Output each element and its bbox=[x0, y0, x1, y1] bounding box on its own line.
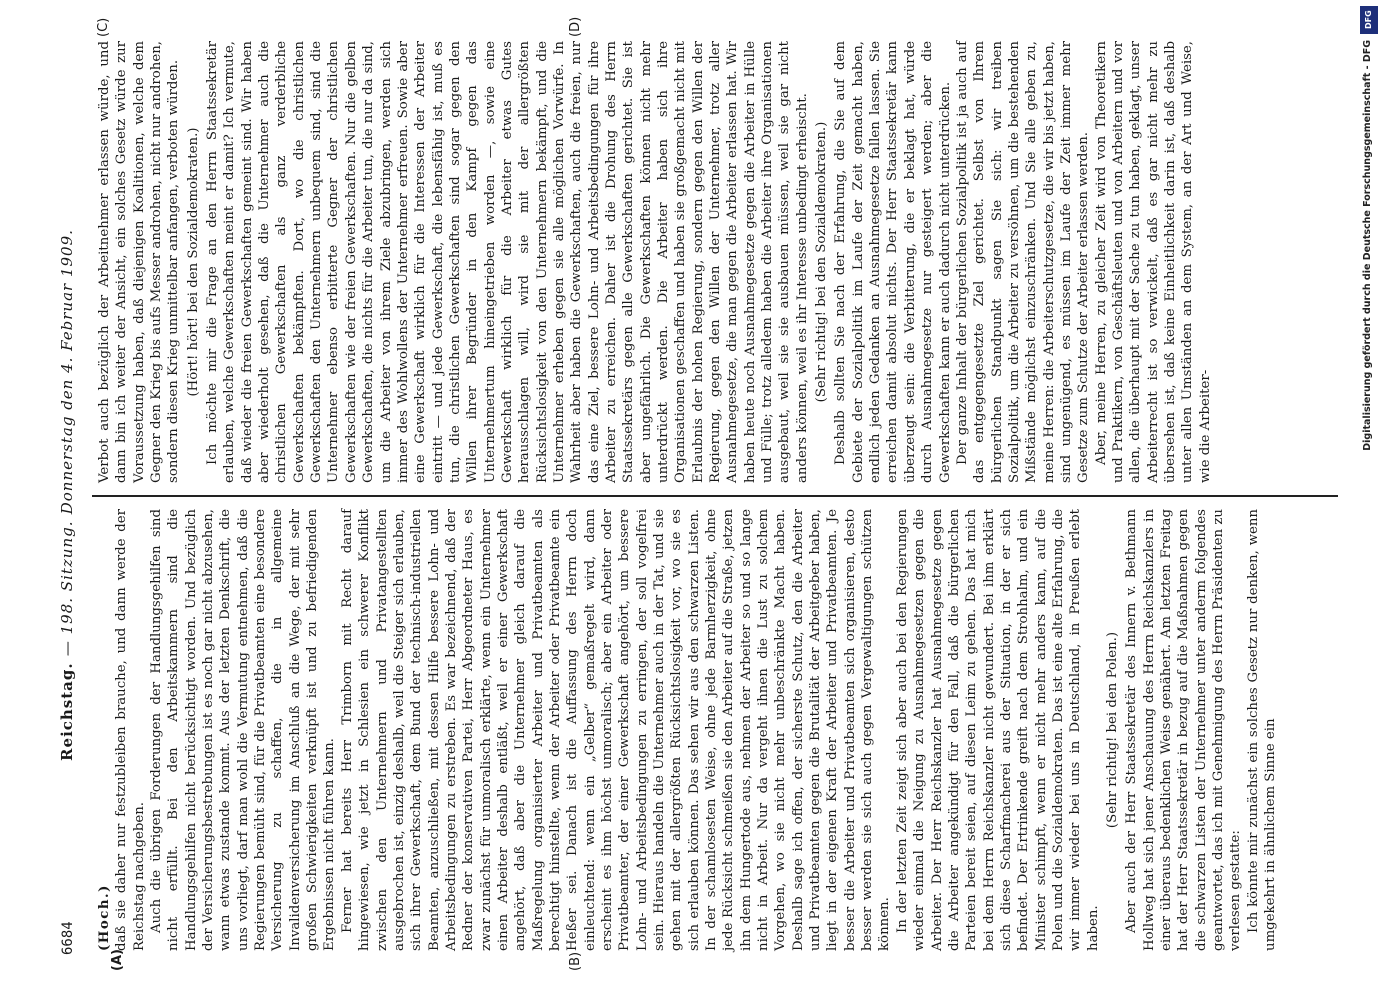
paragraph: Der ganze Inhalt der bürgerlichen Sozialpolitik ist ja auch auf das entgegengesetzte Ziel gerichtet. Selbst von Ihrem bürgerlichen Standpunkt sagen Sie sich: wir treiben Sozialpolitik, um die Arbeiter zu versöhnen, um die bestehenden Mißstände möglichst einzuschränken. Und Sie alle geben zu, meine Herren: die Arbeiterschutzgesetze, die wir bis jetzt haben, sind ungenügend, es müssen im Laufe der Zeit immer mehr Gesetze zum Schutze der Arbeiter erlassen werden. bbox=[954, 41, 1092, 483]
interjection: (Sehr richtig! bei den Polen.) bbox=[1104, 631, 1120, 829]
paragraph: daß sie daher nur festzubleiben brauche, und dann werde der Reichstag nachgeben. bbox=[114, 509, 147, 951]
page-number: 6684 bbox=[60, 921, 76, 955]
paragraph: Aber auch der Herr Staatssekretär des Innern v. Bethmann Hollweg hat sich jener Anschauung des Herrn Reichskanzlers in einer überaus bedenklichen Weise genähert. Am letzten Freitag hat der Herr Staatssekretär in bezug auf die Maßnahmen gegen die schwarzen Listen der Unternehmer unter anderm folgendes geantwortet, das ich mit Genehmigung des Herrn Präsidenten zu verlesen gestatte: bbox=[1124, 509, 1244, 951]
left-column bbox=[96, 509, 1338, 951]
margin-marker-d: (D) bbox=[568, 16, 583, 37]
quotation: Ich könnte mir zunächst ein solches Gesetz nur denken, wenn umgekehrt in ähnlichem Sinne ein bbox=[1245, 509, 1279, 951]
digitization-credit bbox=[1359, 6, 1379, 994]
paragraph: Aber, meine Herren, zu gleicher Zeit wird von Theoretikern und Praktikern, von Geschäftsleuten und von Arbeitern und vor allen, die überhaupt mit der Sache zu tun haben, geklagt, unser Arbeiterrecht ist so verwickelt, daß es gar nicht mehr zu übersehen ist, daß keine Einheitlichkeit darin ist, daß deshalb unter allen Umständen an dem System, an der Art und Weise, wie die Arbeiter- bbox=[1093, 41, 1213, 483]
margin-marker-b: (B) bbox=[568, 951, 583, 971]
header-date: Donnerstag den 4. Februar 1909. bbox=[58, 229, 76, 515]
dfg-logo: DFG bbox=[1360, 6, 1378, 34]
quotation-continued: Verbot auch bezüglich der Arbeitnehmer erlassen würde, und dann bin ich weiter der Ansicht, ein solches Gesetz würde zur Voraussetzung haben, daß diejenigen Koalitionen, welche dem Gegner den Krieg bis aufs Messer androhen, nicht nur androhen, sondern diesen Krieg unmittelbar anfangen, verboten würden. bbox=[97, 41, 182, 483]
header-title: Reichstag. bbox=[58, 662, 76, 761]
rotated-page bbox=[48, 15, 1348, 975]
column-divider bbox=[92, 495, 1338, 497]
interjection: (Hört! hört! bei den Sozialdemokraten.) bbox=[185, 127, 201, 397]
paragraph: In der letzten Zeit zeigt sich aber auch bei den Regierungen wieder einmal die Neigung zu Ausnahmegesetzen gegen die Arbeiter. Der Herr Reichskanzler hat Ausnahmegesetze gegen die Arbeiter angekündigt für den Fall, daß die bürgerlichen Parteien bereit seien, auf diesen Leim zu gehen. Das hat mich bei dem Herrn Reichskanzler nicht gewundert. Bei ihm erklärt sich diese Scharfmacherei aus der Situation, in der er sich befindet. Der Ertrinkende greift nach dem Strohhalm, und ein Minister schimpft, wenn er nicht mehr anders kann, auf die Polen und die Sozialdemokraten. Das ist eine alte Erfahrung, die wir immer wieder bei uns in Deutschland, in Preußen erlebt haben. bbox=[894, 509, 1101, 951]
paragraph: Ferner hat bereits Herr Trimborn mit Recht darauf hingewiesen, wie jetzt in Schlesien ein schwerer Konflikt zwischen den Unternehmern und Privatangestellten ausgebrochen ist, einzig deshalb, weil die Steiger sich erlauben, sich ihrer Gewerkschaft, dem Bund der technisch-industriellen Beamten, anzuschließen, mit dessen Hilfe bessere Lohn- und Arbeitsbedingungen zu erstreben. Es war bezeichnend, daß der Redner der konservativen Partei, Herr Abgeordneter Haus, es zwar zunächst für unmoralisch erklärte, wenn ein Unternehmer einen Arbeiter deshalb entläßt, weil er einer Gewerkschaft angehört, daß aber die Unternehmer gleich darauf die Maßregelung organisierter Arbeiter und Privatbeamten als berechtigt hinstellte, wenn der Arbeiter oder Privatbeamte ein Heßer sei. Danach ist die Auffassung des Herrn doch einleuchtend: wenn ein „Gelber“ gemaßregelt wird, dann erscheint es ihm höchst unmoralisch; aber ein Arbeiter oder Privatbeamter, der einer Gewerkschaft angehört, um bessere Lohn- und Arbeitsbedingungen zu erringen, der soll vogelfrei sein. Hieraus handeln die Unternehmer auch in der Tat, und sie gehen mit der allergrößten Rücksichtslosigkeit vor, wo sie es sich erlauben können. Das sehen wir aus den schwarzen Listen. In der schamlosesten Weise, ohne jede Barmherzigkeit, ohne jede Rücksicht schmeißen sie den Arbeiter auf die Straße, jetzen ihn dem Hungertode aus, nehmen der Arbeiter so und so lange nicht in Arbeit. Nur da vergeht ihnen die Lust zu solchem Vorgehen, wo sie nicht mehr unbeschränkte Macht haben. Deshalb sage ich offen, der sicherste Schutz, den die Arbeiter und Privatbeamten gegen die Brutalität der Arbeitgeber haben, liegt in der eigenen Kraft der Arbeiter und Privatbeamten. Je besser die Arbeiter und Privatbeamten sich organisieren, desto besser werden sie sich auch gegen Vergewaltigungen schützen können. bbox=[339, 509, 893, 951]
page-header bbox=[48, 35, 76, 955]
interjection: (Sehr richtig! bei den Sozialdemokraten.) bbox=[814, 121, 830, 403]
credit-text: Digitalisierung gefördert durch die Deutsche Forschungsgemeinschaft - DFG bbox=[1362, 40, 1373, 451]
margin-marker-a: (A) bbox=[110, 949, 125, 971]
header-session: — 198. Sitzung. bbox=[58, 520, 76, 657]
right-column bbox=[96, 41, 1338, 483]
margin-marker-c: (C) bbox=[96, 17, 111, 37]
running-title bbox=[58, 105, 76, 885]
paragraph: Auch die übrigen Forderungen der Handlungsgehilfen sind nicht erfüllt. Bei den Arbeitskammern sind die Handlungsgehilfen nicht berücksichtigt worden. Und bezüglich der Versicherungsbestrebungen ist es noch gar nicht abzusehen, wann etwas zustande kommt. Aus der letzten Denkschrift, die uns vorliegt, darf man wohl die Vermutung entnehmen, daß die Regierungen bemüht sind, für die Privatbeamten eine besondere Versicherung zu schaffen, die in allgemeine Invalidenversicherung im Anschluß an die Wege, der mit sehr großen Schwierigkeiten verknüpft ist und zu befriedigenden Ergebnissen nicht führen kann. bbox=[149, 509, 338, 951]
paragraph: Ich möchte mir die Frage an den Herrn Staatssekretär erlauben, welche Gewerkschaften meint er damit? Ich vermute, daß wieder die freien Gewerkschaften gemeint sind. Wir haben aber wiederholt gesehen, daß die Unternehmer auch die christlichen Gewerkschaften als ganz verderbliche Gewerkschaften bekämpften. Dort, wo die christlichen Gewerkschaften den Unternehmern unbequem sind, sind die Unternehmer ebenso erbitterte Gegner der christlichen Gewerkschaften wie der freien Gewerkschaften. Nur die gelben Gewerkschaften, die nichts für die Arbeiter tun, die nur da sind, um die Arbeiter von ihrem Ziele abzubringen, werden sich immer des Wohlwollens der Unternehmer erfreuen. Sowie aber eine Gewerkschaft wirklich für die Interessen der Arbeiter eintritt — und jede Gewerkschaft, die lebensfähig ist, muß es tun, die christlichen Gewerkschaften sind sogar gegen den Willen ihrer Begründer in den Kampf gegen das Unternehmertum hineingetrieben worden —, sowie eine Gewerkschaft wirklich für die Arbeiter etwas Gutes herausschlagen will, wird sie mit der allergrößten Rücksichtslosigkeit von den Unternehmern bekämpft, und die Unternehmer erheben gegen sie alle möglichen Vorwürfe. In Wahrheit aber haben die Gewerkschaften, auch die freien, nur das eine Ziel, bessere Lohn- und Arbeitsbedingungen für ihre Arbeiter zu erreichen. Daher ist die Drohung des Herrn Staatssekretärs gegen alle Gewerkschaften gerichtet. Sie ist aber ungefährlich. Die Gewerkschaften können nicht mehr unterdrückt werden. Die Arbeiter haben sich ihre Organisationen geschaffen und haben sie großgemacht nicht mit Erlaubnis der hohen Regierung, sondern gegen den Willen der Regierung, gegen den Willen der Unternehmer, trotz aller Ausnahmegesetze, die man gegen die Arbeiter erlassen hat. Wir haben heute noch Ausnahmegesetze gegen die Arbeiter in Hülle und Fülle; trotz alledem haben die Arbeiter ihre Organisationen ausgebaut, weil sie sie ausbauen müssen, weil sie gar nicht anders können, weil es ihr Interesse unbedingt erheischt. bbox=[205, 41, 810, 483]
paragraph: Deshalb sollten Sie nach der Erfahrung, die Sie auf dem Gebiete der Sozialpolitik im Laufe der Zeit gemacht haben, endlich jeden Gedanken an Ausnahmegesetze fallen lassen. Sie erreichen damit absolut nichts. Der Herr Staatssekretär kann überzeugt sein: die Verbitterung, die er beklagt hat, würde durch Ausnahmegesetze nur gesteigert werden; aber die Gewerkschaften kann er auch dadurch nicht unterdrücken. bbox=[833, 41, 953, 483]
speaker-name: (Hoch.) bbox=[97, 884, 112, 951]
